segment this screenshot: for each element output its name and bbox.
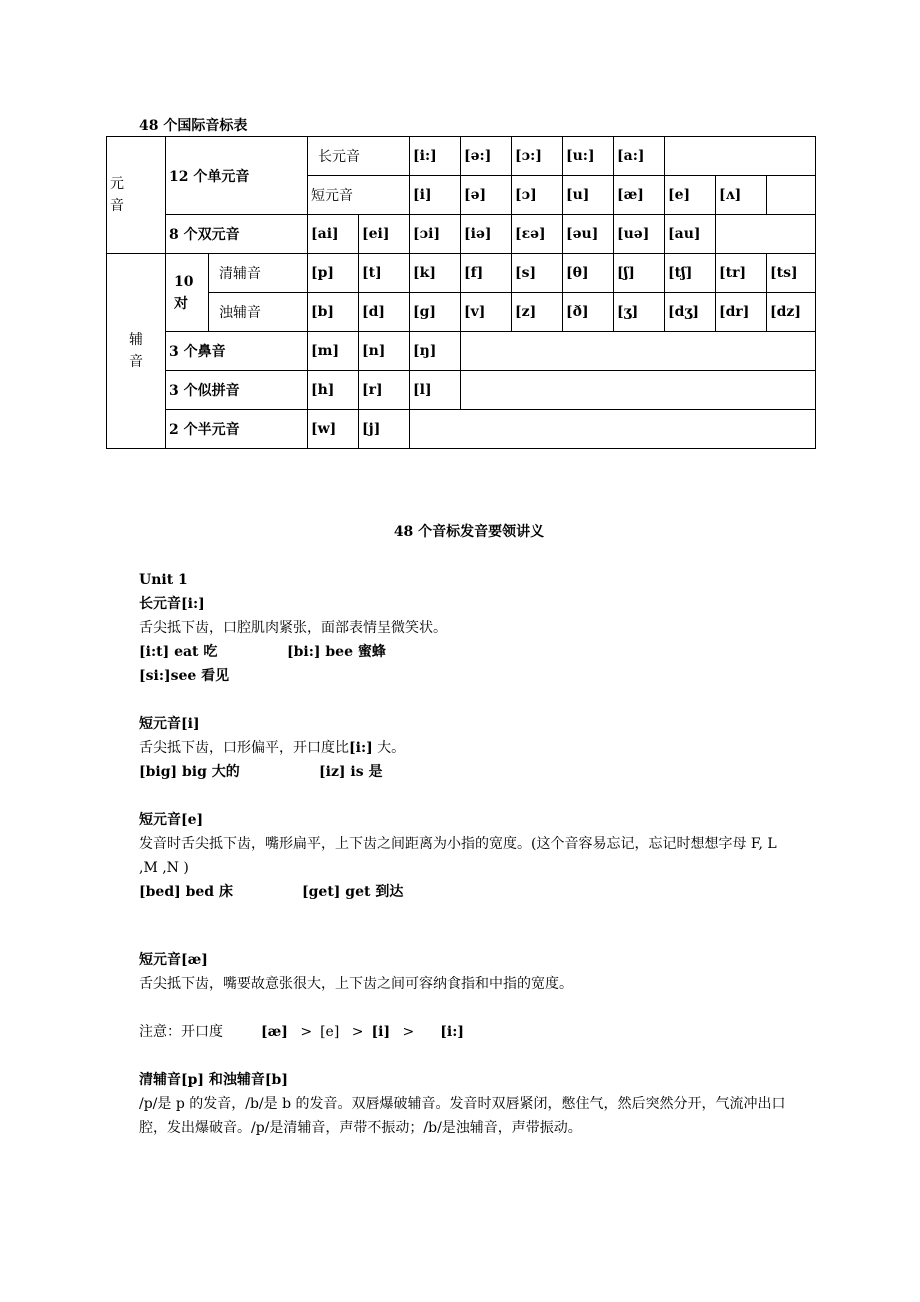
voiceless-cell: [tʃ]: [665, 254, 716, 293]
example: [get] get 到达: [302, 884, 404, 900]
section-heading: 短元音[e]: [139, 812, 204, 828]
voiced-cell: [dz]: [767, 293, 816, 332]
section-description: 发音时舌尖抵下齿，嘴形扁平，上下齿之间距离为小指的宽度。(这个音容易忘记，忘记时想想字母 F, L ,M ,N ): [139, 836, 777, 876]
section-description: 舌尖抵下齿，口腔肌肉紧张，面部表情呈微笑状。: [139, 620, 447, 636]
example-line: [139, 640, 799, 664]
section-description: /p/是 p 的发音，/b/是 b 的发音。双唇爆破辅音。发音时双唇紧闭，憋住气，然后突然分开，气流冲出口腔，发出爆破音。/p/是清辅音，声带不振动；/b/是浊辅音，声带振动。: [139, 1096, 786, 1136]
example-line: [139, 760, 799, 784]
semivowel-cell: [w]: [308, 410, 359, 449]
example-line: [139, 880, 799, 904]
empty-cell: [716, 215, 816, 254]
short-vowel-cell: [ə]: [461, 176, 512, 215]
voiceless-cell: [t]: [359, 254, 410, 293]
long-vowel-cell: [ə:]: [461, 137, 512, 176]
lateral-label: 3 个似拼音: [166, 371, 308, 410]
empty-cell: [767, 176, 816, 215]
section-heading: 长元音[i:]: [139, 596, 205, 612]
section-heading: 短元音[i]: [139, 716, 200, 732]
note-phoneme: [e]: [320, 1024, 340, 1040]
lateral-cell: [r]: [359, 371, 410, 410]
lateral-cell: [h]: [308, 371, 359, 410]
note-label: 注意：开口度: [139, 1024, 223, 1040]
voiced-cell: [z]: [512, 293, 563, 332]
empty-cell: [665, 137, 816, 176]
semivowel-label: 2 个半元音: [166, 410, 308, 449]
example: [iz] is 是: [319, 764, 383, 780]
nasal-cell: [ŋ]: [410, 332, 461, 371]
note-phoneme: [i:]: [440, 1024, 464, 1040]
diphthong-cell: [ɔi]: [410, 215, 461, 254]
example: [bed] bed 床: [139, 884, 233, 900]
short-vowel-cell: [æ]: [614, 176, 665, 215]
example: [si:]see 看见: [139, 668, 230, 684]
monophthong-label: 12 个单元音: [166, 137, 308, 215]
section-description: 舌尖抵下齿，嘴要故意张很大，上下齿之间可容纳食指和中指的宽度。: [139, 976, 573, 992]
voiced-cell: [ʒ]: [614, 293, 665, 332]
voiceless-cell: [tr]: [716, 254, 767, 293]
gt-sign: >: [351, 1024, 364, 1040]
diphthong-cell: [au]: [665, 215, 716, 254]
voiceless-cell: [k]: [410, 254, 461, 293]
empty-cell: [461, 332, 816, 371]
diphthong-cell: [uə]: [614, 215, 665, 254]
example: [i:t] eat 吃: [139, 644, 218, 660]
voiced-cell: [b]: [308, 293, 359, 332]
short-vowel-cell: [i]: [410, 176, 461, 215]
nasal-cell: [n]: [359, 332, 410, 371]
voiced-cell: [g]: [410, 293, 461, 332]
long-vowel-cell: [u:]: [563, 137, 614, 176]
diphthong-cell: [ei]: [359, 215, 410, 254]
voiced-cell: [v]: [461, 293, 512, 332]
unit-heading: Unit 1: [139, 572, 188, 588]
handout: [139, 520, 799, 1140]
voiced-cell: [dr]: [716, 293, 767, 332]
pairs-label: 10 对: [166, 254, 209, 332]
semivowel-cell: [j]: [359, 410, 410, 449]
voiceless-cell: [s]: [512, 254, 563, 293]
gt-sign: >: [300, 1024, 313, 1040]
desc-phoneme: [i:]: [349, 740, 373, 756]
vowel-group-label: 元 音: [107, 137, 166, 254]
desc-text: 舌尖抵下齿，口形偏平，开口度比: [139, 740, 349, 756]
long-vowel-cell: [i:]: [410, 137, 461, 176]
desc-text: 大。: [372, 740, 406, 756]
diphthong-cell: [iə]: [461, 215, 512, 254]
diphthong-cell: [ai]: [308, 215, 359, 254]
example: [big] big 大的: [139, 764, 240, 780]
nasal-cell: [m]: [308, 332, 359, 371]
section-heading: 清辅音[p] 和浊辅音[b]: [139, 1072, 288, 1088]
voiceless-cell: [p]: [308, 254, 359, 293]
long-vowel-label: 长元音: [308, 137, 410, 176]
handout-title: 48 个音标发音要领讲义: [393, 524, 545, 540]
short-vowel-cell: [u]: [563, 176, 614, 215]
short-vowel-cell: [e]: [665, 176, 716, 215]
voiceless-cell: [ʃ]: [614, 254, 665, 293]
nasal-label: 3 个鼻音: [166, 332, 308, 371]
section-description: [139, 736, 799, 760]
note-line: [139, 1020, 799, 1044]
consonant-group-label: 辅 音: [107, 254, 166, 449]
table-caption: 48 个国际音标表: [139, 118, 248, 134]
voiced-cell: [ð]: [563, 293, 614, 332]
short-vowel-label: 短元音: [308, 176, 410, 215]
example: [bi:] bee 蜜蜂: [287, 644, 386, 660]
note-phoneme: [æ]: [261, 1024, 288, 1040]
phonetic-table: [106, 136, 816, 449]
empty-cell: [461, 371, 816, 410]
voiceless-cell: [θ]: [563, 254, 614, 293]
voiceless-label: 清辅音: [209, 254, 308, 293]
long-vowel-cell: [ɔ:]: [512, 137, 563, 176]
empty-cell: [410, 410, 816, 449]
short-vowel-cell: [ʌ]: [716, 176, 767, 215]
diphthong-cell: [əu]: [563, 215, 614, 254]
section-heading: 短元音[æ]: [139, 952, 208, 968]
note-phoneme: [i]: [371, 1024, 391, 1040]
short-vowel-cell: [ɔ]: [512, 176, 563, 215]
voiced-label: 浊辅音: [209, 293, 308, 332]
diphthong-cell: [ɛə]: [512, 215, 563, 254]
lateral-cell: [l]: [410, 371, 461, 410]
voiceless-cell: [f]: [461, 254, 512, 293]
voiceless-cell: [ts]: [767, 254, 816, 293]
long-vowel-cell: [a:]: [614, 137, 665, 176]
voiced-cell: [dʒ]: [665, 293, 716, 332]
diphthong-label: 8 个双元音: [166, 215, 308, 254]
gt-sign: >: [402, 1024, 415, 1040]
voiced-cell: [d]: [359, 293, 410, 332]
